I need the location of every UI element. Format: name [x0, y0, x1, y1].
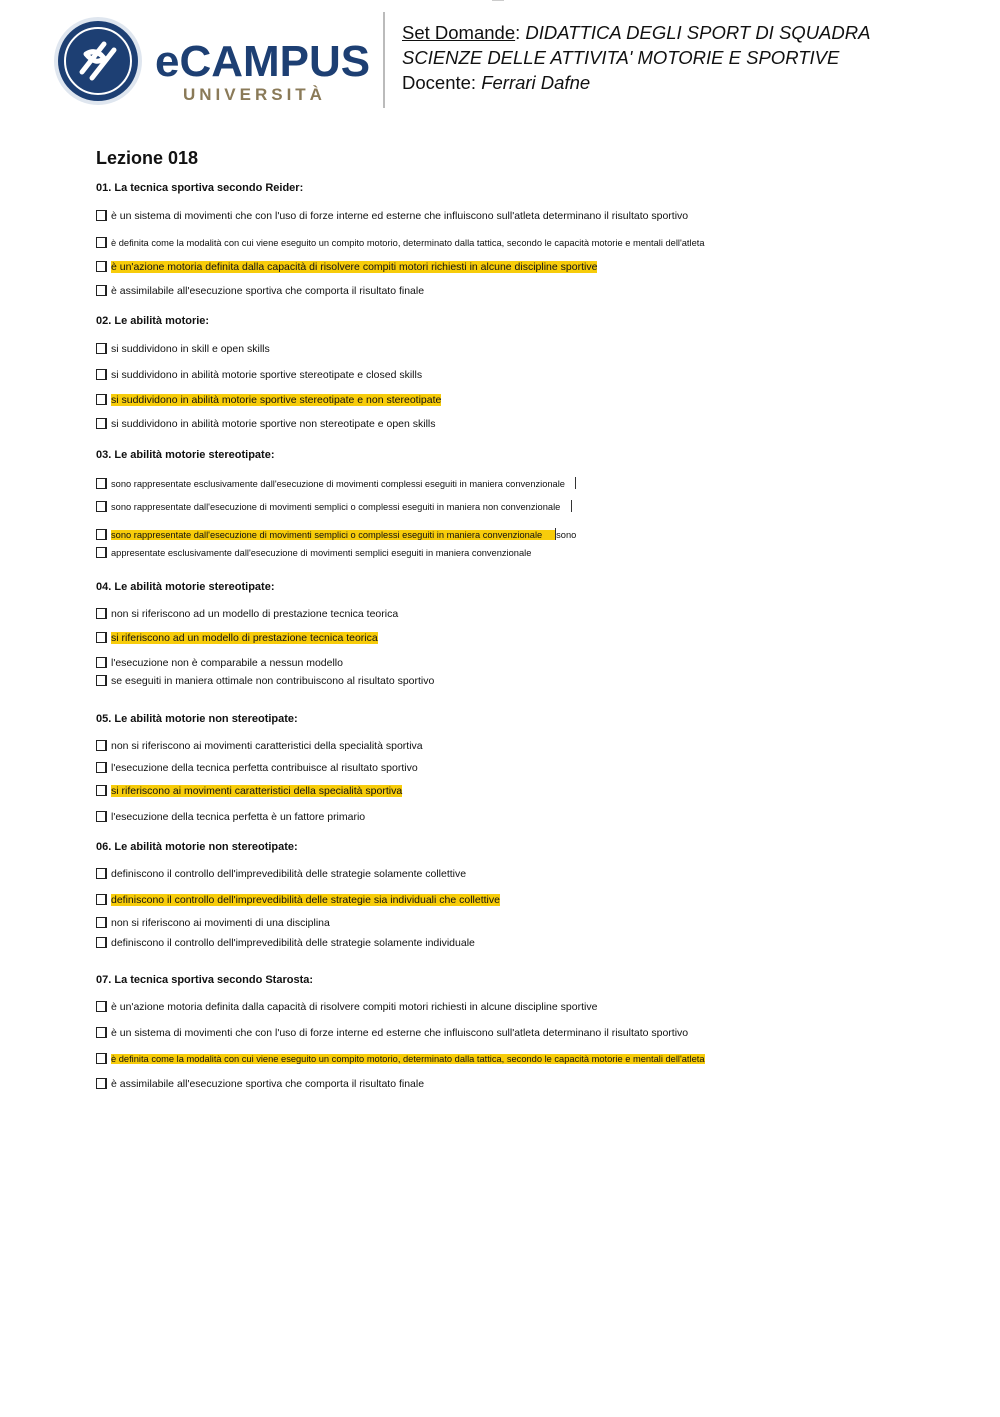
checkbox[interactable] — [96, 529, 107, 540]
answer-option[interactable]: è un sistema di movimenti che con l'uso di forze interne ed esterne che influiscono sull'atleta determinano il risultato sportivo — [96, 1025, 688, 1041]
answer-option[interactable]: è assimilabile all'esecuzione sportiva che comporta il risultato finale — [96, 283, 424, 299]
answer-option-correct[interactable]: si riferiscono ad un modello di prestazione tecnica teorica — [96, 630, 378, 646]
checkbox[interactable] — [96, 675, 107, 686]
svg-text:UNIVERSITÀ: UNIVERSITÀ — [183, 85, 326, 104]
answer-option[interactable]: l'esecuzione non è comparabile a nessun modello — [96, 655, 343, 671]
answer-option[interactable]: si suddividono in skill e open skills — [96, 341, 270, 357]
answer-option[interactable]: sono rappresentate dall'esecuzione di movimenti semplici o complessi eseguiti in maniera non convenzionale — [96, 499, 572, 515]
checkbox[interactable] — [96, 261, 107, 272]
checkbox[interactable] — [96, 210, 107, 221]
checkbox[interactable] — [96, 937, 107, 948]
checkbox[interactable] — [96, 1001, 107, 1012]
checkbox[interactable] — [96, 418, 107, 429]
answer-option-correct[interactable]: si suddividono in abilità motorie sportive stereotipate e non stereotipate — [96, 392, 441, 408]
checkbox[interactable] — [96, 1027, 107, 1038]
checkbox[interactable] — [96, 394, 107, 405]
checkbox[interactable] — [96, 894, 107, 905]
answer-option[interactable]: non si riferiscono ai movimenti caratteristici della specialità sportiva — [96, 738, 423, 754]
checkbox[interactable] — [96, 785, 107, 796]
question-title: 05. Le abilità motorie non stereotipate: — [96, 713, 298, 725]
answer-option[interactable]: non si riferiscono ad un modello di prestazione tecnica teorica — [96, 606, 398, 622]
answer-option[interactable]: appresentate esclusivamente dall'esecuzione di movimenti semplici eseguiti in maniera convenzionale — [96, 545, 531, 561]
docente-label: Docente: — [402, 72, 477, 93]
page-header — [0, 0, 1000, 120]
checkbox[interactable] — [96, 1078, 107, 1089]
question-title: 07. La tecnica sportiva secondo Starosta: — [96, 974, 314, 986]
lesson-title: Lezione 018 — [96, 148, 199, 168]
answer-option[interactable]: definiscono il controllo dell'imprevedibilità delle strategie solamente collettive — [96, 866, 466, 882]
question-title: 04. Le abilità motorie stereotipate: — [96, 581, 275, 593]
checkbox[interactable] — [96, 547, 107, 558]
answer-option[interactable]: è un'azione motoria definita dalla capacità di risolvere compiti motori richiesti in alcune discipline sportive — [96, 999, 597, 1015]
answer-option-correct[interactable]: sono rappresentate dall'esecuzione di movimenti semplici o complessi eseguiti in maniera convenzionale sono — [96, 527, 576, 543]
answer-option[interactable]: si suddividono in abilità motorie sportive stereotipate e closed skills — [96, 367, 422, 383]
checkbox[interactable] — [96, 285, 107, 296]
checkbox[interactable] — [96, 237, 107, 248]
answer-option[interactable]: si suddividono in abilità motorie sportive non stereotipate e open skills — [96, 416, 436, 432]
answer-option[interactable]: definiscono il controllo dell'imprevedibilità delle strategie solamente individuale — [96, 935, 475, 951]
answer-option-correct[interactable]: è definita come la modalità con cui viene eseguito un compito motorio, determinato dalla tattica, secondo le capacità motorie e mentali dell'atleta — [96, 1051, 705, 1067]
set-label: Set Domande — [402, 22, 516, 43]
answer-option[interactable]: l'esecuzione della tecnica perfetta è un fattore primario — [96, 809, 365, 825]
checkbox[interactable] — [96, 917, 107, 928]
checkbox[interactable] — [96, 811, 107, 822]
checkbox[interactable] — [96, 478, 107, 489]
checkbox[interactable] — [96, 632, 107, 643]
answer-option[interactable]: l'esecuzione della tecnica perfetta contribuisce al risultato sportivo — [96, 760, 418, 776]
answer-option[interactable]: sono rappresentate esclusivamente dall'esecuzione di movimenti complessi eseguiti in maniera convenzionale — [96, 476, 576, 492]
svg-text:eCAMPUS: eCAMPUS — [155, 37, 371, 86]
ecampus-logo — [52, 14, 372, 109]
course-title: DIDATTICA DEGLI SPORT DI SQUADRA SCIENZE DELLE ATTIVITA' MOTORIE E SPORTIVE — [402, 22, 870, 68]
checkbox[interactable] — [96, 343, 107, 354]
checkbox[interactable] — [96, 369, 107, 380]
checkbox[interactable] — [96, 868, 107, 879]
header-divider — [383, 12, 385, 108]
checkbox[interactable] — [96, 1053, 107, 1064]
answer-option[interactable]: è definita come la modalità con cui viene eseguito un compito motorio, determinato dalla tattica, secondo le capacità motorie e mentali dell'atleta — [96, 235, 705, 251]
answer-option-correct[interactable]: si riferiscono ai movimenti caratteristici della specialità sportiva — [96, 783, 402, 799]
question-title: 02. Le abilità motorie: — [96, 315, 210, 327]
answer-option[interactable]: è un sistema di movimenti che con l'uso di forze interne ed esterne che influiscono sull'atleta determinano il risultato sportivo — [96, 208, 688, 224]
question-title: 03. Le abilità motorie stereotipate: — [96, 449, 275, 461]
checkbox[interactable] — [96, 657, 107, 668]
checkbox[interactable] — [96, 740, 107, 751]
answer-option-correct[interactable]: definiscono il controllo dell'imprevedibilità delle strategie sia individuali che collettive — [96, 892, 500, 908]
question-title: 01. La tecnica sportiva secondo Reider: — [96, 182, 304, 194]
checkbox[interactable] — [96, 608, 107, 619]
answer-option[interactable]: se eseguiti in maniera ottimale non contribuiscono al risultato sportivo — [96, 673, 434, 689]
checkbox[interactable] — [96, 501, 107, 512]
answer-option-correct[interactable]: è un'azione motoria definita dalla capacità di risolvere compiti motori richiesti in alcune discipline sportive — [96, 259, 597, 275]
answer-option[interactable]: non si riferiscono ai movimenti di una disciplina — [96, 915, 330, 931]
docente-name: Ferrari Dafne — [481, 72, 591, 93]
answer-option[interactable]: è assimilabile all'esecuzione sportiva che comporta il risultato finale — [96, 1076, 424, 1092]
checkbox[interactable] — [96, 762, 107, 773]
question-title: 06. Le abilità motorie non stereotipate: — [96, 841, 298, 853]
header-info: Set Domande: DIDATTICA DEGLI SPORT DI SQUADRA SCIENZE DELLE ATTIVITA' MOTORIE E SPORTIVE Docente: Ferrari Dafne — [402, 22, 870, 93]
